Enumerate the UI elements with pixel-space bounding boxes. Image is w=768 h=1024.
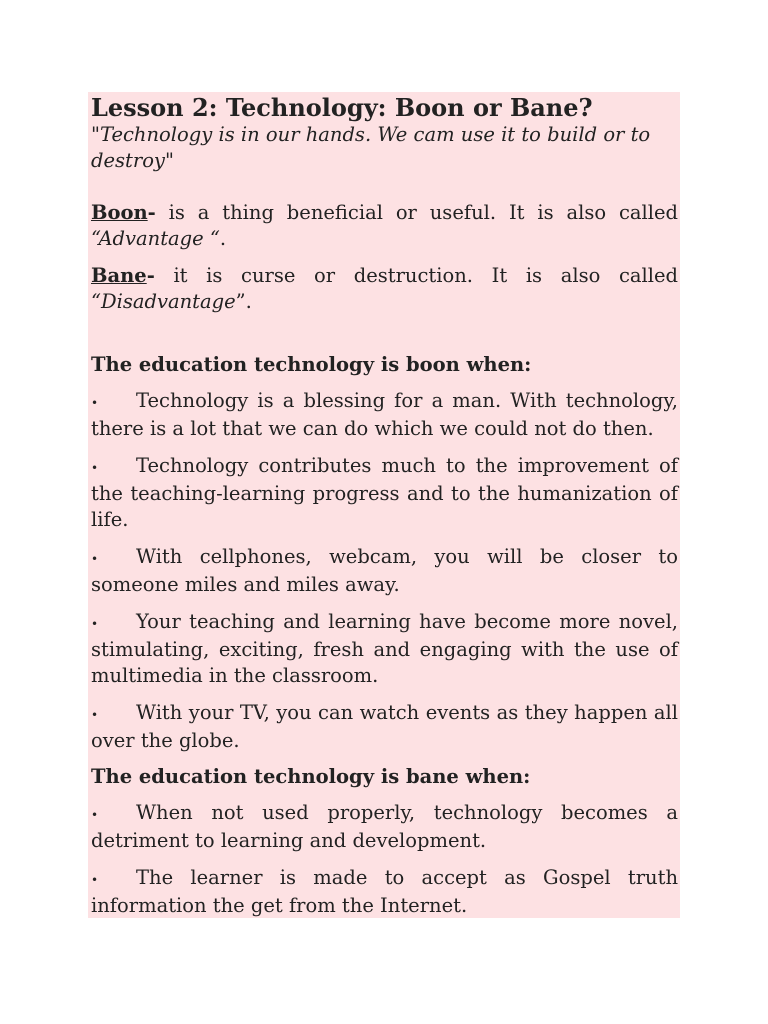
bullet-icon: • [91, 461, 99, 475]
bullet-icon: • [91, 552, 99, 566]
advantage-word: “Advantage “ [91, 227, 220, 250]
list-item: • Technology contributes much to the improvement of the teaching-learning progress and to the humanization of life. [91, 454, 678, 531]
lesson-quote: "Technology is in our hands. We cam use it to build or to destroy" [91, 123, 651, 172]
list-item: • Your teaching and learning have become more novel, stimulating, exciting, fresh and engaging with the use of multimedia in the classroom. [91, 610, 678, 687]
bullet-icon: • [91, 617, 99, 631]
list-item: • With cellphones, webcam, you will be closer to someone miles and miles away. [91, 545, 678, 596]
bullet-icon: • [91, 808, 99, 822]
list-item: • The learner is made to accept as Gospel truth information the get from the Internet. [91, 866, 678, 917]
disadvantage-word: “Disadvantage [91, 290, 236, 313]
lesson-content [88, 92, 680, 918]
list-item: • With your TV, you can watch events as they happen all over the globe. [91, 701, 678, 752]
bane-term: Bane [91, 264, 147, 287]
boon-term: Boon [91, 201, 148, 224]
bane-definition: Bane- it is curse or destruction. It is also called “Disadvantage”. [91, 264, 678, 313]
boon-heading: The education technology is boon when: [91, 353, 532, 376]
bullet-icon: • [91, 708, 99, 722]
bullet-icon: • [91, 873, 99, 887]
list-item: • When not used properly, technology becomes a detriment to learning and development. [91, 801, 678, 852]
list-item: • Technology is a blessing for a man. With technology, there is a lot that we can do which we could not do then. [91, 389, 678, 440]
boon-definition: Boon- is a thing beneficial or useful. It is also called “Advantage “. [91, 201, 678, 250]
bullet-icon: • [91, 396, 99, 410]
lesson-title: Lesson 2: Technology: Boon or Bane? [91, 93, 593, 122]
bane-heading: The education technology is bane when: [91, 765, 531, 788]
